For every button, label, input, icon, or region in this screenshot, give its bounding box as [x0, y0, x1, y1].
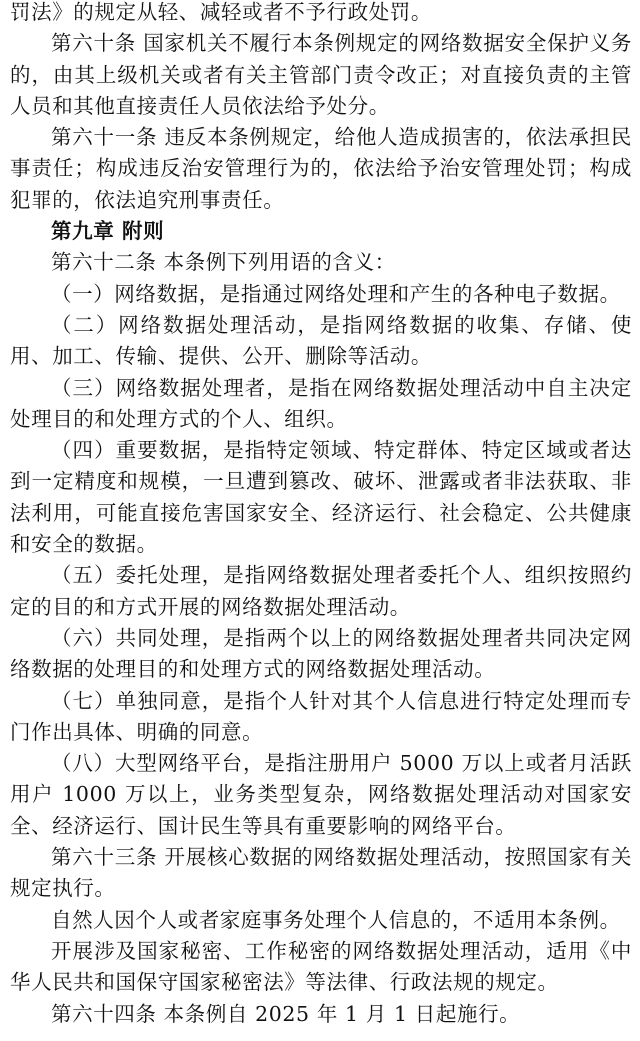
- definition-3: （三）网络数据处理者，是指在网络数据处理活动中自主决定处理目的和处理方式的个人、组织。: [10, 375, 632, 431]
- article-61: 第六十一条 违反本条例规定，给他人造成损害的，依法承担民事责任；构成违反治安管理行为的，依法给予治安管理处罚；构成犯罪的，依法追究刑事责任。: [10, 125, 632, 212]
- definition-7: （七）单独同意，是指个人针对其个人信息进行特定处理而专门作出具体、明确的同意。: [10, 688, 632, 744]
- definition-2: （二）网络数据处理活动，是指网络数据的收集、存储、使用、加工、传输、提供、公开、删除等活动。: [10, 312, 632, 369]
- article-62: 第六十二条 本条例下列用语的含义：: [51, 250, 396, 275]
- definition-5: （五）委托处理，是指网络数据处理者委托个人、组织按照约定的目的和方式开展的网络数据处理活动。: [10, 563, 632, 619]
- article-63: 第六十三条 开展核心数据的网络数据处理活动，按照国家有关规定执行。: [10, 845, 632, 901]
- article-64: 第六十四条 本条例自 2025 年 1 月 1 日起施行。: [51, 1001, 521, 1026]
- definition-6: （六）共同处理，是指两个以上的网络数据处理者共同决定网络数据的处理目的和处理方式的网络数据处理活动。: [10, 625, 632, 682]
- definition-4: （四）重要数据，是指特定领域、特定群体、特定区域或者达到一定精度和规模，一旦遭到篡改、破坏、泄露或者非法获取、非法利用，可能直接危害国家安全、经济运行、社会稳定、公共健康和安全的数据。: [10, 438, 632, 557]
- definition-8: （八）大型网络平台，是指注册用户 5000 万以上或者月活跃用户 1000 万以上，业务类型复杂，网络数据处理活动对国家安全、经济运行、国计民生等具有重要影响的网络平台。: [10, 751, 632, 838]
- article-63-natural-person: 自然人因个人或者家庭事务处理个人信息的，不适用本条例。: [51, 907, 621, 932]
- article-63-state-secrets: 开展涉及国家秘密、工作秘密的网络数据处理活动，适用《中华人民共和国保守国家秘密法》等法律、行政法规的规定。: [10, 938, 632, 995]
- definition-1: （一）网络数据，是指通过网络处理和产生的各种电子数据。: [51, 281, 621, 306]
- document-body: [10, 0, 632, 1030]
- article-60: 第六十条 国家机关不履行本条例规定的网络数据安全保护义务的，由其上级机关或者有关主管部门责令改正；对直接负责的主管人员和其他直接责任人员依法给予处分。: [10, 31, 632, 118]
- paragraph-continuation: 罚法》的规定从轻、减轻或者不予行政处罚。: [10, 0, 432, 24]
- chapter-9-heading: 第九章 附则: [51, 219, 165, 244]
